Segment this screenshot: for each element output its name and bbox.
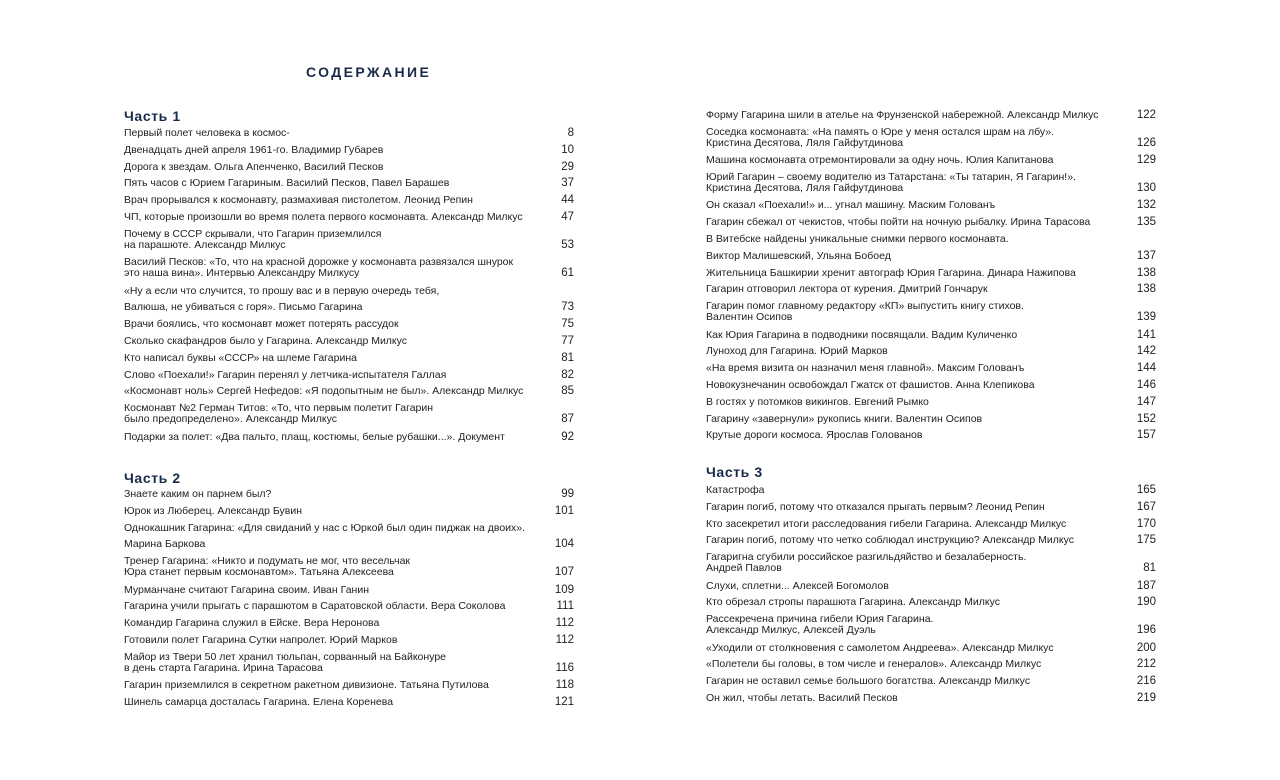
toc-entry-page-number: 75 <box>561 318 574 331</box>
toc-entry-page-number: 219 <box>1136 692 1156 704</box>
toc-entry[interactable] <box>706 581 1156 592</box>
toc-entry[interactable] <box>124 319 574 330</box>
toc-entry-text: Кристина Десятова, Ляля Гайфутдинова <box>706 182 904 194</box>
toc-entry[interactable] <box>124 601 574 612</box>
toc-entry[interactable] <box>706 301 1156 323</box>
toc-entry-text: Командир Гагарина служил в Ейске. Вера Неронова <box>124 617 380 630</box>
toc-entry-page-number: 141 <box>1136 328 1156 341</box>
toc-entry-text: Валюша, не убиваться с горя». Письмо Гагарина <box>124 301 363 314</box>
toc-entry-text: Гагарина учили прыгать с парашютом в Саратовской области. Вера Соколова <box>124 600 506 613</box>
toc-entry-page-number: 130 <box>1136 182 1156 194</box>
toc-entry[interactable] <box>124 145 574 156</box>
toc-entry-page-number: 87 <box>561 413 574 426</box>
toc-entry-text: «Уходили от столкновения с самолетом Андреева». Александр Милкус <box>706 641 1054 654</box>
toc-entry-text: Гагарин не оставил семье большого богатства. Александр Милкус <box>706 675 1031 688</box>
toc-entry-text: Кто написал буквы «СССР» на шлеме Гагарина <box>124 351 357 364</box>
toc-entry-text: Василий Песков: «То, что на красной дорожке у космонавта развязался шнурок <box>124 256 514 269</box>
toc-entry-text: Мурманчане считают Гагарина своим. Иван Ганин <box>124 583 369 596</box>
part-title: Часть 2 <box>124 470 181 486</box>
toc-entry-page-number: 111 <box>556 600 574 613</box>
toc-entry-text: ЧП, которые произошли во время полета первого космонавта. Александр Милкус <box>124 211 523 223</box>
toc-entry[interactable] <box>124 212 574 223</box>
toc-entry-text: Соседка космонавта: «На память о Юре у меня остался шрам на лбу». <box>706 125 1055 138</box>
toc-entry[interactable] <box>706 502 1156 513</box>
toc-entry-text: Врач прорывался к космонавту, размахивая пистолетом. Леонид Репин <box>124 194 473 207</box>
toc-entry-text: в день старта Гагарина. Ирина Тарасова <box>124 661 323 674</box>
toc-entry[interactable] <box>706 643 1156 654</box>
toc-entry-page-number: 109 <box>554 583 574 596</box>
toc-entry-page-number: 77 <box>561 335 574 347</box>
toc-entry-text: Он сказал «Поехали!» и... угнал машину. Маским Голованъ <box>706 199 996 212</box>
toc-entry[interactable] <box>124 353 574 364</box>
toc-entry-text: Дорога к звездам. Ольга Апенченко, Василий Песков <box>124 160 384 173</box>
toc-entry[interactable] <box>706 552 1156 574</box>
toc-entry-text: Юрий Гагарин – своему водителю из Татарстана: «Ты татарин, Я Гагарин!». <box>706 171 1076 183</box>
toc-entry-text: Андрей Павлов <box>706 562 782 575</box>
toc-entry-text: «Ну а если что случится, то прошу вас и в первую очередь тебя, <box>124 284 440 297</box>
toc-entry-text: Луноход для Гагарина. Юрий Марков <box>706 345 888 358</box>
toc-entry-page-number: 165 <box>1136 484 1156 496</box>
toc-entry[interactable] <box>706 430 1156 441</box>
toc-entry-text: Валентин Осипов <box>706 311 793 324</box>
toc-entry[interactable] <box>706 172 1156 194</box>
toc-entry-text: Кто засекретил итоги расследования гибели Гагарина. Александр Милкус <box>706 517 1067 530</box>
toc-entry[interactable] <box>706 363 1156 374</box>
toc-entry[interactable] <box>124 506 574 517</box>
toc-entry-text: это наша вина». Интервью Александру Милкусу <box>124 267 360 280</box>
toc-entry[interactable] <box>124 556 574 578</box>
toc-entry-text: Гагаригна сгубили российское разгильдяйство и безалаберность. <box>706 551 1027 564</box>
toc-entry[interactable] <box>706 614 1156 636</box>
toc-entry-text: Юрок из Люберец. Александр Бувин <box>124 504 303 517</box>
toc-entry[interactable] <box>124 229 574 251</box>
toc-entry-text: Двенадцать дней апреля 1961-го. Владимир Губарев <box>124 143 384 156</box>
toc-entry-page-number: 85 <box>561 385 574 398</box>
toc-entry-text: Гагарин погиб, потому что отказался прыгать первым? Леонид Репин <box>706 500 1045 513</box>
toc-entry-text: Крутые дороги космоса. Ярослав Голованов <box>706 429 923 442</box>
toc-entry[interactable] <box>124 432 574 443</box>
toc-entry-text: Он жил, чтобы летать. Василий Песков <box>706 692 898 704</box>
toc-entry-page-number: 152 <box>1136 412 1156 425</box>
toc-entry-page-number: 112 <box>555 634 574 646</box>
toc-entry[interactable] <box>124 162 574 173</box>
toc-entry-page-number: 53 <box>561 238 574 251</box>
toc-entry-page-number: 122 <box>1136 109 1156 121</box>
page-title: СОДЕРЖАНИЕ <box>306 64 432 80</box>
toc-entry[interactable] <box>124 336 574 347</box>
toc-entry-text: Гагарин сбежал от чекистов, чтобы пойти на ночную рыбалку. Ирина Тарасова <box>706 216 1091 229</box>
toc-entry-page-number: 82 <box>561 368 574 381</box>
toc-entry-text: Гагарин погиб, потому что четко соблюдал инструкцию? Александр Милкус <box>706 534 1074 547</box>
toc-entry-text: Пять часов с Юрием Гагариным. Василий Песков, Павел Барашев <box>124 177 450 190</box>
toc-entry-text: Рассекречена причина гибели Юрия Гагарина. <box>706 613 934 626</box>
toc-entry[interactable] <box>124 697 574 708</box>
toc-entry-page-number: 216 <box>1136 675 1156 688</box>
toc-entry-text: В гостях у потомков викингов. Евгений Рымко <box>706 395 929 408</box>
toc-entry[interactable] <box>124 652 574 674</box>
toc-entry[interactable] <box>706 234 1156 245</box>
toc-entry-text: «На время визита он назначил меня главной». Максим Голованъ <box>706 362 1025 375</box>
toc-entry-page-number: 73 <box>561 301 574 314</box>
toc-entry-page-number: 10 <box>561 143 574 156</box>
toc-entry[interactable] <box>706 519 1156 530</box>
toc-entry-text: Почему в СССР скрывали, что Гагарин приземлился <box>124 227 382 240</box>
toc-entry-page-number: 81 <box>1143 562 1156 575</box>
toc-entry-page-number: 200 <box>1136 641 1156 654</box>
toc-entry-text: Подарки за полет: «Два пальто, плащ, костюмы, белые рубашки...». Документ <box>124 430 505 443</box>
toc-entry-text: Гагарин помог главному редактору «КП» выпустить книгу стихов. <box>706 300 1024 313</box>
toc-entry-text: Кристина Десятова, Ляля Гайфутдинова <box>706 136 904 149</box>
toc-entry[interactable] <box>706 659 1156 670</box>
toc-entry[interactable] <box>706 330 1156 341</box>
toc-entry-text: Катастрофа <box>706 484 765 496</box>
toc-entry-text: Первый полет человека в космос- <box>124 127 290 139</box>
toc-entry[interactable] <box>706 110 1156 121</box>
toc-entry[interactable] <box>706 693 1156 704</box>
toc-entry-page-number: 138 <box>1136 283 1156 296</box>
toc-entry[interactable] <box>706 217 1156 228</box>
toc-entry[interactable] <box>124 618 574 629</box>
toc-entry-page-number: 196 <box>1136 624 1156 637</box>
toc-entry-page-number: 121 <box>554 696 574 708</box>
toc-entry-text: Марина Баркова <box>124 538 206 551</box>
toc-entry-text: Гагарин приземлился в секретном ракетном дивизионе. Татьяна Путилова <box>124 679 489 692</box>
toc-entry-text: Машина космонавта отремонтировали за одну ночь. Юлия Капитанова <box>706 154 1054 167</box>
toc-entry[interactable] <box>124 178 574 189</box>
toc-entry[interactable] <box>706 268 1156 279</box>
toc-entry-page-number: 81 <box>561 351 574 364</box>
toc-entry-page-number: 135 <box>1136 216 1156 229</box>
toc-entry-text: Знаете каким он парнем был? <box>124 488 272 500</box>
toc-entry-page-number: 170 <box>1136 517 1156 530</box>
toc-entry-text: было предопределено». Александр Милкус <box>124 413 337 426</box>
toc-entry[interactable] <box>706 485 1156 496</box>
toc-entry[interactable] <box>124 370 574 381</box>
toc-entry-page-number: 190 <box>1136 596 1156 609</box>
toc-entry-text: Врачи боялись, что космонавт может потерять рассудок <box>124 318 399 331</box>
toc-entry-text: Гагарин отговорил лектора от курения. Дмитрий Гончарук <box>706 283 988 296</box>
part-title: Часть 1 <box>124 108 181 124</box>
toc-entry-text: Тренер Гагарина: «Никто и подумать не мог, что весельчак <box>124 555 411 568</box>
toc-entry-page-number: 107 <box>554 566 574 579</box>
toc-entry-text: Форму Гагарина шили в ателье на Фрунзенской набережной. Александр Милкус <box>706 109 1099 121</box>
toc-entry-text: Майор из Твери 50 лет хранил тюльпан, сорванный на Байконуре <box>124 650 447 663</box>
toc-entry-text: Шинель самарца досталась Гагарина. Елена Коренева <box>124 696 394 708</box>
toc-entry-page-number: 129 <box>1136 154 1156 167</box>
toc-entry-page-number: 187 <box>1136 579 1156 592</box>
toc-entry[interactable] <box>706 127 1156 149</box>
toc-entry-text: Сколько скафандров было у Гагарина. Александр Милкус <box>124 335 408 347</box>
toc-entry[interactable] <box>124 302 574 313</box>
toc-entry[interactable] <box>124 680 574 691</box>
toc-entry[interactable] <box>706 597 1156 608</box>
toc-entry-page-number: 118 <box>555 679 574 692</box>
toc-entry-page-number: 175 <box>1136 534 1156 547</box>
toc-entry-page-number: 101 <box>554 504 574 517</box>
toc-entry-text: Кто обрезал стропы парашюта Гагарина. Александр Милкус <box>706 596 1001 609</box>
toc-entry-page-number: 104 <box>554 538 574 551</box>
toc-entry-page-number: 92 <box>561 430 574 443</box>
part-title: Часть 3 <box>706 464 763 480</box>
toc-entry[interactable] <box>124 195 574 206</box>
toc-entry[interactable] <box>706 284 1156 295</box>
toc-entry-page-number: 29 <box>561 160 574 173</box>
toc-entry[interactable] <box>124 523 574 534</box>
toc-entry-text: Космонавт №2 Герман Титов: «То, что первым полетит Гагарин <box>124 402 434 415</box>
toc-entry[interactable] <box>706 676 1156 687</box>
toc-entry-text: Как Юрия Гагарина в подводники посвящали. Вадим Куличенко <box>706 328 1018 341</box>
toc-entry-page-number: 146 <box>1136 379 1156 391</box>
toc-entry-text: В Витебске найдены уникальные снимки первого космонавта. <box>706 233 1009 245</box>
toc-entry[interactable] <box>706 346 1156 357</box>
toc-entry-page-number: 37 <box>561 177 574 190</box>
toc-entry-page-number: 99 <box>561 488 574 500</box>
toc-entry-page-number: 61 <box>561 267 574 280</box>
toc-entry[interactable] <box>124 128 574 139</box>
toc-entry[interactable] <box>706 535 1156 546</box>
toc-entry-text: Юра станет первым космонавтом». Татьяна Алексеева <box>124 566 394 579</box>
toc-entry[interactable] <box>706 414 1156 425</box>
toc-entry[interactable] <box>706 380 1156 391</box>
toc-entry-page-number: 8 <box>567 127 574 139</box>
toc-entry-text: Жительница Башкирии хренит автограф Юрия Гагарина. Динара Нажипова <box>706 266 1076 279</box>
toc-entry-page-number: 147 <box>1136 395 1156 408</box>
toc-entry-page-number: 157 <box>1136 429 1156 442</box>
toc-entry-page-number: 112 <box>555 617 574 630</box>
toc-entry-text: Однокашник Гагарина: «Для свиданий у нас с Юркой был один пиджак на двоих». <box>124 521 526 534</box>
toc-entry[interactable] <box>124 257 574 279</box>
toc-entry-text: Готовили полет Гагарина Сутки напролет. Юрий Марков <box>124 634 398 646</box>
toc-entry-page-number: 47 <box>561 211 574 223</box>
toc-entry-text: «Полетели бы головы, в том числе и генералов». Александр Милкус <box>706 658 1042 671</box>
toc-entry[interactable] <box>124 539 574 550</box>
toc-entry[interactable] <box>124 585 574 596</box>
toc-entry-text: «Космонавт ноль» Сергей Нефедов: «Я подопытным не был». Александр Милкус <box>124 385 524 398</box>
toc-entry[interactable] <box>706 251 1156 262</box>
toc-entry[interactable] <box>124 386 574 397</box>
toc-entry-page-number: 138 <box>1136 266 1156 279</box>
toc-entry-page-number: 126 <box>1136 136 1156 149</box>
toc-entry-text: Гагарину «завернули» рукопись книги. Валентин Осипов <box>706 412 983 425</box>
toc-entry[interactable] <box>124 286 574 297</box>
toc-entry[interactable] <box>706 155 1156 166</box>
toc-entry-page-number: 116 <box>555 661 574 674</box>
toc-entry-page-number: 44 <box>561 194 574 207</box>
toc-entry-text: Александр Милкус, Алексей Дуэль <box>706 624 876 637</box>
toc-entry-page-number: 144 <box>1136 362 1156 375</box>
toc-entry-text: Виктор Малишевский, Ульяна Бобоед <box>706 249 891 262</box>
toc-entry[interactable] <box>124 403 574 425</box>
toc-entry-page-number: 132 <box>1136 199 1156 212</box>
toc-entry-text: Слово «Поехали!» Гагарин перенял у летчика-испытателя Галлая <box>124 368 447 381</box>
toc-entry-page-number: 142 <box>1136 345 1156 358</box>
toc-entry-text: Слухи, сплетни... Алексей Богомолов <box>706 579 889 592</box>
toc-entry[interactable] <box>124 635 574 646</box>
toc-entry[interactable] <box>706 397 1156 408</box>
toc-entry-text: Новокузнечанин освобождал Гжатск от фашистов. Анна Клепикова <box>706 379 1035 391</box>
toc-entry-page-number: 167 <box>1136 500 1156 513</box>
toc-entry-text: на парашюте. Александр Милкус <box>124 238 286 251</box>
toc-entry[interactable] <box>124 489 574 500</box>
toc-entry-page-number: 137 <box>1136 249 1156 262</box>
toc-entry-page-number: 139 <box>1136 311 1156 324</box>
toc-entry[interactable] <box>706 200 1156 211</box>
toc-entry-page-number: 212 <box>1136 658 1156 671</box>
